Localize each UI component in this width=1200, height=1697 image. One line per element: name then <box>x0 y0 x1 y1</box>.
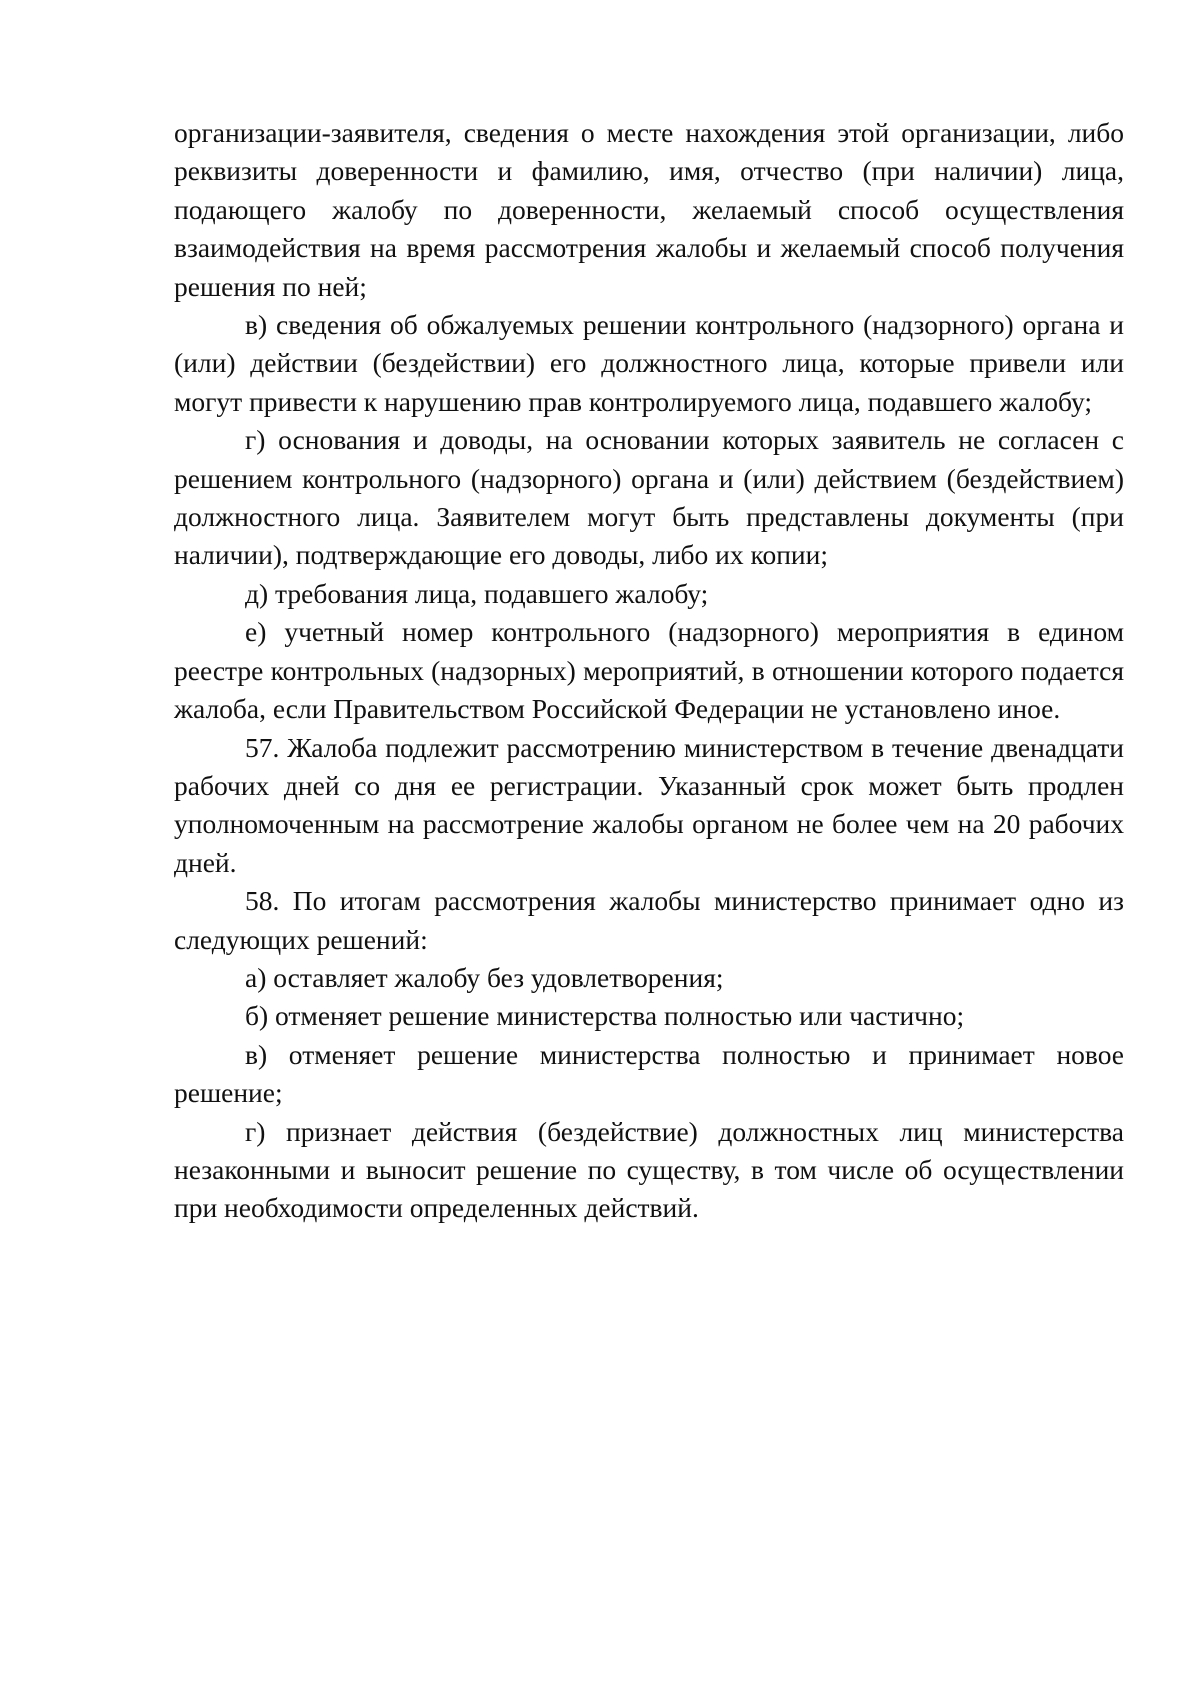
paragraph-58-item-a: а) оставляет жалобу без удовлетворения; <box>245 961 724 993</box>
paragraph-item-g: г) основания и доводы, на основании которых заявитель не согласен с решением контрольного (надзорного) органа и (или) действием (бездействием) должностного лица. Заявителем могут быть представлены документы (при наличии), подтверждающие его доводы, либо их копии; <box>174 424 1124 571</box>
paragraph-continuation: организации-заявителя, сведения о месте нахождения этой организации, либо реквизиты доверенности и фамилию, имя, отчество (при наличии) лица, подающего жалобу по доверенности, желаемый способ осуществления взаимодействия на время рассмотрения жалобы и желаемый способ получения решения по ней; <box>174 117 1124 302</box>
paragraph-item-v: в) сведения об обжалуемых решении контрольного (надзорного) органа и (или) действии (бездействии) его должностного лица, которые привели или могут привести к нарушению прав контролируемого лица, подавшего жалобу; <box>174 309 1124 417</box>
paragraph-item-d: д) требования лица, подавшего жалобу; <box>245 577 709 609</box>
paragraph-58: 58. По итогам рассмотрения жалобы министерство принимает одно из следующих решений: <box>174 885 1124 955</box>
paragraph-58-item-b: б) отменяет решение министерства полностью или частично; <box>245 1000 965 1032</box>
paragraph-item-e: е) учетный номер контрольного (надзорного) мероприятия в едином реестре контрольных (надзорных) мероприятий, в отношении которого подается жалоба, если Правительством Российской Федерации не установлено иное. <box>174 616 1124 725</box>
paragraph-58-item-v: в) отменяет решение министерства полностью и принимает новое решение; <box>174 1038 1124 1109</box>
document-body <box>174 114 1124 1228</box>
paragraph-58-item-g: г) признает действия (бездействие) должностных лиц министерства незаконными и выносит решение по существу, в том числе об осуществлении при необходимости определенных действий. <box>174 1115 1124 1224</box>
paragraph-57: 57. Жалоба подлежит рассмотрению министерством в течение двенадцати рабочих дней со дня ее регистрации. Указанный срок может быть продлен уполномоченным на рассмотрение жалобы органом не более чем на 20 рабочих дней. <box>174 731 1124 878</box>
